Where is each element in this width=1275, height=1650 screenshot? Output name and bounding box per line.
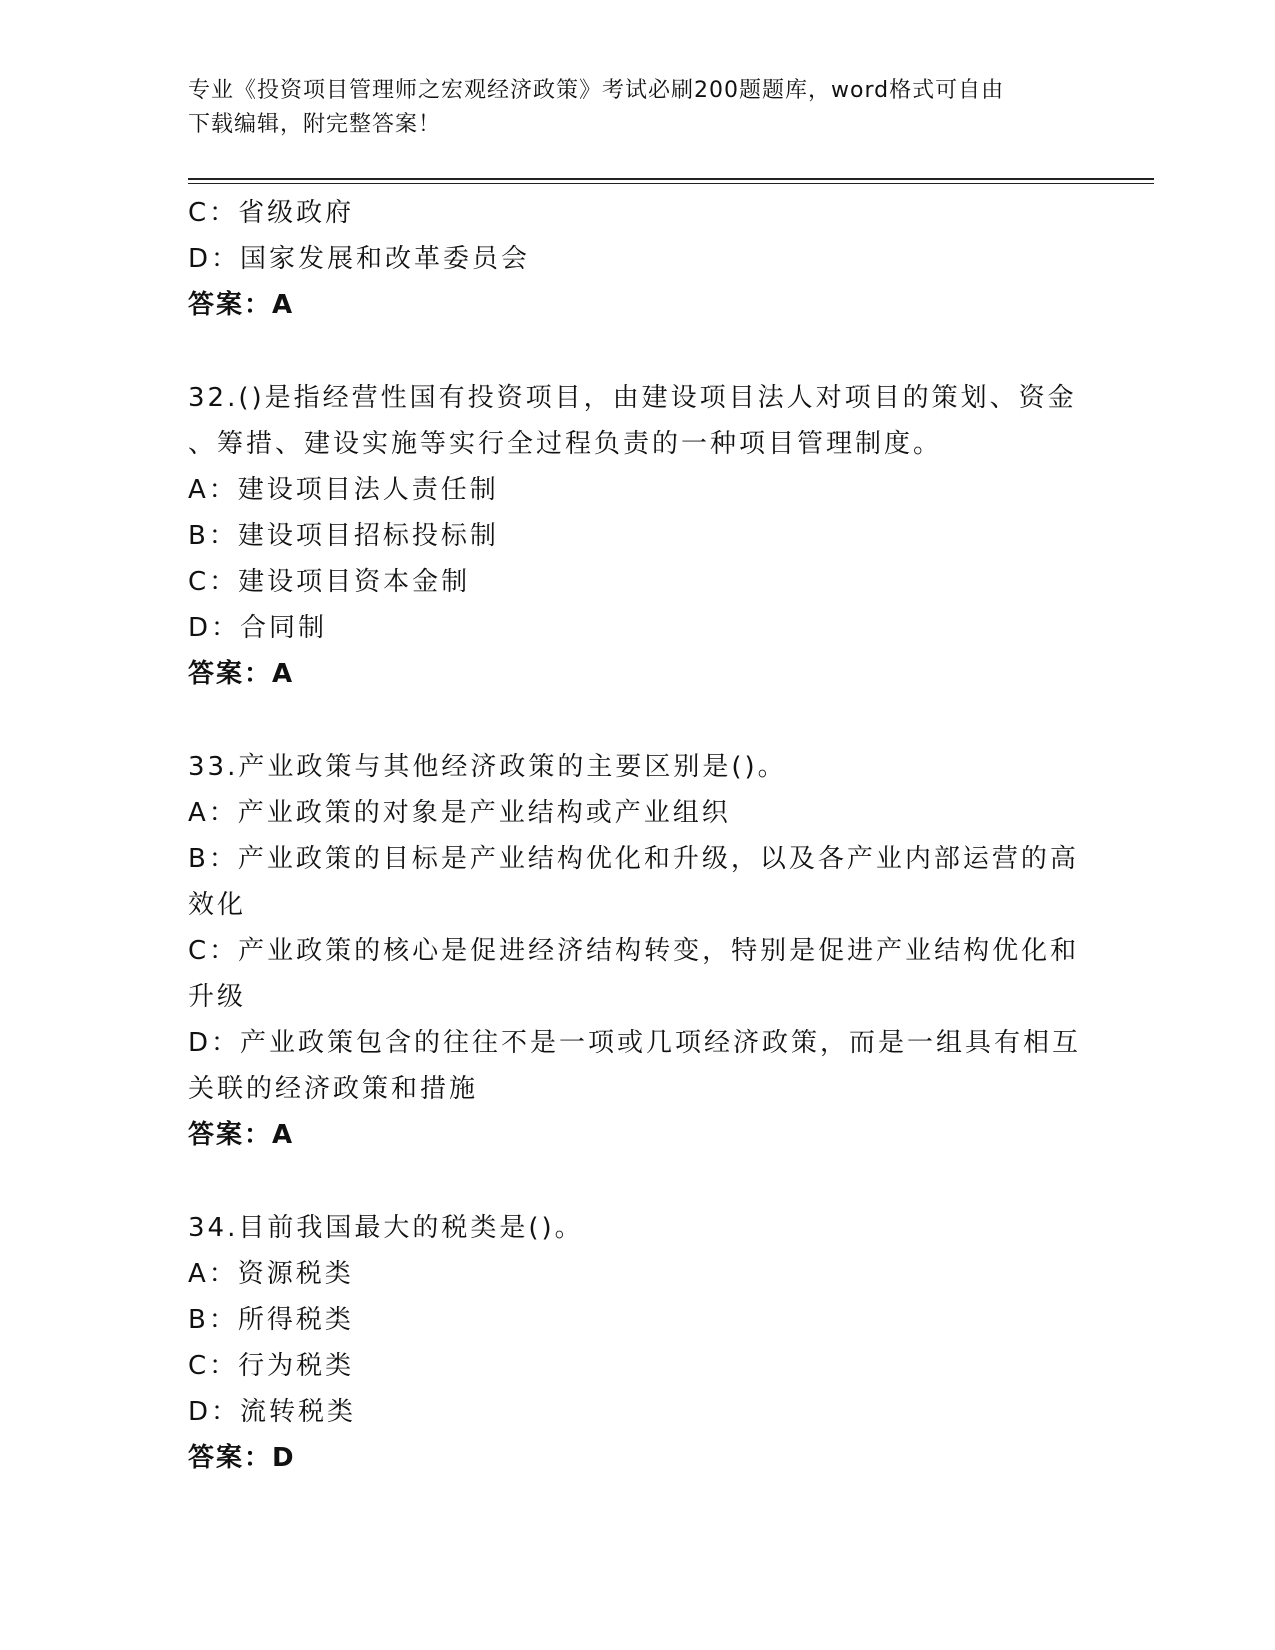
header-line-1: 专业《投资项目管理师之宏观经济政策》考试必刷200题题库，word格式可自由	[188, 78, 1005, 103]
question-list	[188, 190, 1082, 1481]
option-d-line-1: D：产业政策包含的往往不是一项或几项经济政策，而是一组具有相互	[188, 1028, 1082, 1058]
answer-line: 答案：D	[188, 1443, 296, 1473]
question-34	[188, 1205, 1078, 1481]
option-b: B：所得税类	[188, 1305, 354, 1335]
question-text-line-1: 32.()是指经营性国有投资项目，由建设项目法人对项目的策划、资金	[188, 383, 1077, 413]
option-a: A：产业政策的对象是产业结构或产业组织	[188, 798, 731, 828]
option-a: A：建设项目法人责任制	[188, 475, 499, 505]
option-c: C：省级政府	[188, 198, 355, 228]
header-divider-thick	[188, 178, 1154, 180]
document-header	[188, 74, 1088, 142]
option-d: D：国家发展和改革委员会	[188, 244, 531, 274]
answer-line: 答案：A	[188, 1120, 295, 1150]
question-32	[188, 375, 1078, 697]
option-c: C：行为税类	[188, 1351, 355, 1381]
question-text: 34.目前我国最大的税类是()。	[188, 1213, 584, 1243]
option-d: D：合同制	[188, 613, 328, 643]
option-c-line-1: C：产业政策的核心是促进经济结构转变，特别是促进产业结构优化和	[188, 936, 1080, 966]
header-divider-thin	[188, 183, 1154, 184]
answer-line: 答案：A	[188, 290, 295, 320]
option-d: D：流转税类	[188, 1397, 357, 1427]
option-b-line-2: 效化	[188, 890, 247, 920]
option-c: C：建设项目资本金制	[188, 567, 471, 597]
question-text: 33.产业政策与其他经济政策的主要区别是()。	[188, 752, 787, 782]
option-c-line-2: 升级	[188, 982, 247, 1012]
header-line-2: 下载编辑，附完整答案！	[188, 112, 442, 137]
question-31-continued	[188, 190, 1078, 328]
option-d-line-2: 关联的经济政策和措施	[188, 1074, 479, 1104]
option-b: B：建设项目招标投标制	[188, 521, 499, 551]
question-33	[188, 744, 1082, 1158]
question-text-line-2: 、筹措、建设实施等实行全过程负责的一种项目管理制度。	[188, 429, 943, 459]
option-b-line-1: B：产业政策的目标是产业结构优化和升级，以及各产业内部运营的高	[188, 844, 1079, 874]
option-a: A：资源税类	[188, 1259, 354, 1289]
answer-line: 答案：A	[188, 659, 295, 689]
